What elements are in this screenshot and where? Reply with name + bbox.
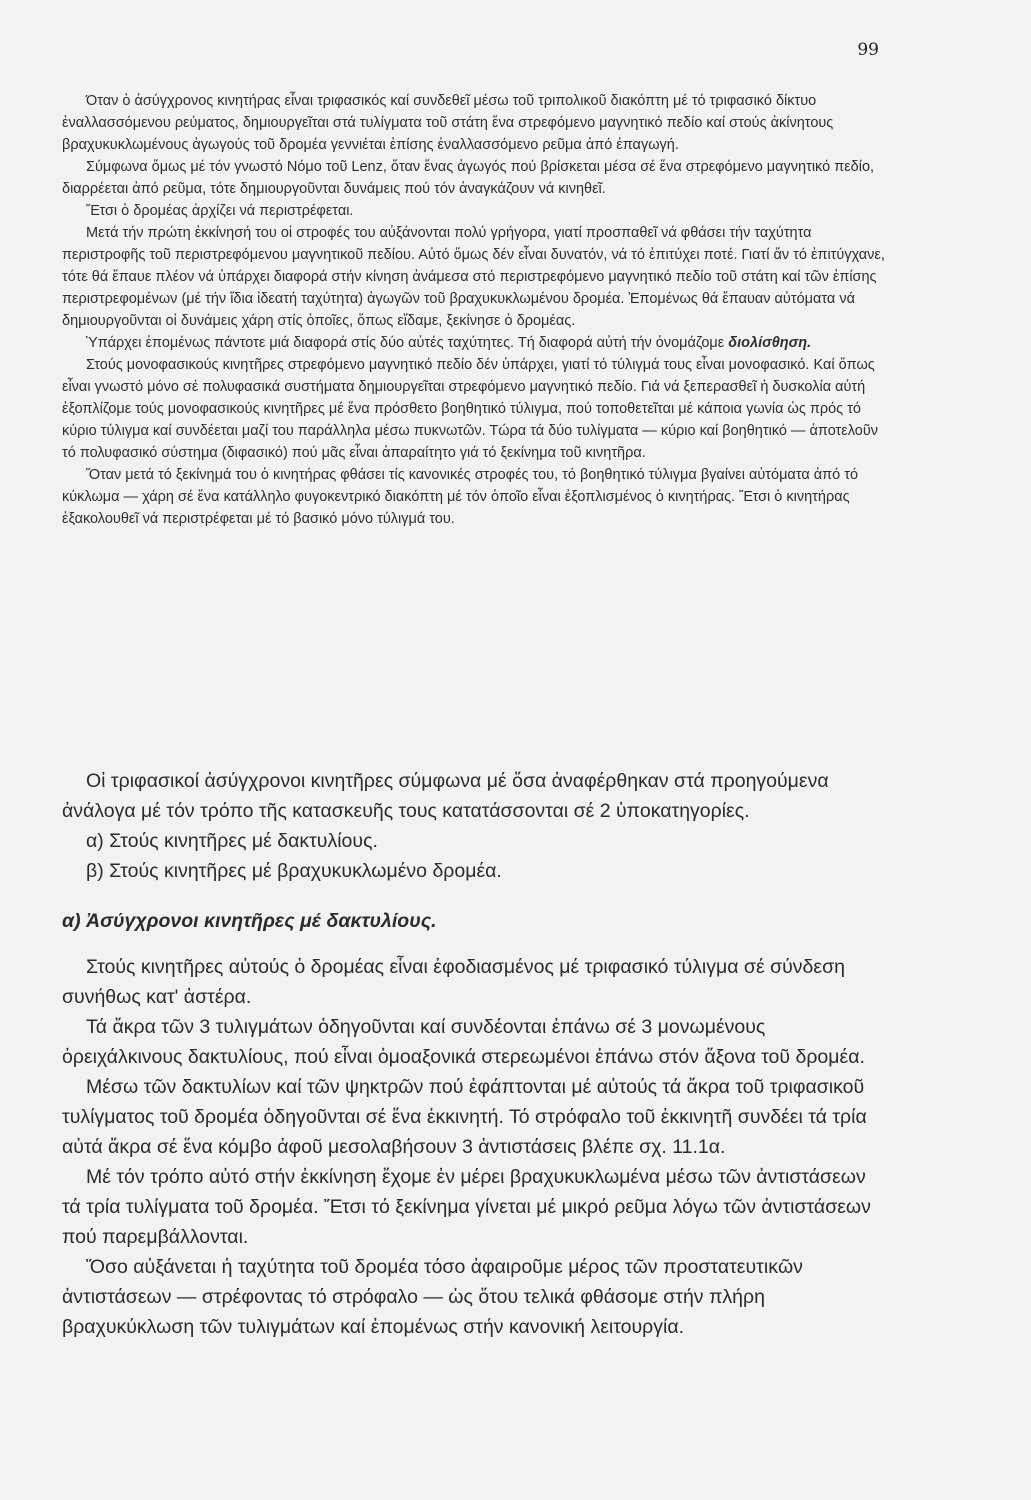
- page-number: 99: [857, 40, 879, 60]
- section-heading: α) Ἀσύγχρονοι κινητῆρες μέ δακτυλίους.: [62, 910, 437, 932]
- list-item: α) Στούς κινητῆρες μέ δακτυλίους.: [86, 830, 378, 852]
- paragraph: Τά ἄκρα τῶν 3 τυλιγμάτων ὁδηγοῦνται καί συνδέονται ἐπάνω σέ 3 μονωμένους ὀρειχάλκινους δακτυλίους, πού εἶναι ὁμοαξονικά στερεωμένοι ἐπάνω στόν ἄξονα τοῦ δρομέα.: [62, 1016, 865, 1068]
- paragraph: Ὅταν μετά τό ξεκίνημά του ὁ κινητήρας φθάσει τίς κανονικές στροφές του, τό βοηθητικό τύλιγμα βγαίνει αὐτόματα ἀπό τό κύκλωμα — χάρη σέ ἕνα κατάλληλο φυγοκεντρικό διακόπτη μέ τόν ὁποῖο εἶναι ἐξοπλισμένος ὁ κινητήρας. Ἔτσι ὁ κινητήρας ἐξακολουθεῖ νά περιστρέφεται μέ τό βασικό μόνο τύλιγμά του.: [62, 467, 859, 527]
- paragraph: Μέ τόν τρόπο αὐτό στήν ἐκκίνηση ἔχομε ἐν μέρει βραχυκυκλωμένα μέσω τῶν ἀντιστάσεων τά τρία τυλίγματα τοῦ δρομέα. Ἔτσι τό ξεκίνημα γίνεται μέ μικρό ρεῦμα λόγω τῶν ἀντιστάσεων πού παρεμβάλλονται.: [62, 1166, 871, 1248]
- paragraph-slip: [62, 332, 886, 354]
- paragraph-text: Ὑπάρχει ἐπομένως πάντοτε μιά διαφορά στίς δύο αὐτές ταχύτητες. Τή διαφορά αὐτή τήν ὀνομάζομε: [86, 335, 725, 351]
- paragraph: Μέσω τῶν δακτυλίων καί τῶν ψηκτρῶν πού ἐφάπτονται μέ αὐτούς τά ἄκρα τοῦ τριφασικοῦ τυλίγματος τοῦ δρομέα ὁδηγοῦνται σέ ἕνα ἐκκινητή. Τό στρόφαλο τοῦ ἐκκινητῆ συνδέει τά τρία αὐτά ἄκρα σέ ἕνα κόμβο ἀφοῦ μεσολαβήσουν 3 ἀντιστάσεις βλέπε σχ. 11.1α.: [62, 1076, 867, 1158]
- paragraph: Μετά τήν πρώτη ἐκκίνησή του οἱ στροφές του αὐξάνονται πολύ γρήγορα, γιατί προσπαθεῖ νά φθάσει τήν ταχύτητα περιστροφῆς τοῦ περιστρεφόμενου μαγνητικοῦ πεδίου. Αὐτό ὅμως δέν εἶναι δυνατόν, νά τό ἐπιτύχει ποτέ. Γιατί ἄν τό ἐπιτύγχανε, τότε θά ἔπαυε πλέον νά ὑπάρχει διαφορά στήν κίνηση ἀνάμεσα στό περιστρεφόμενο μαγνητικό πεδίο τοῦ στάτη καί τῶν ἐπίσης περιστρεφομένων (μέ τήν ἴδια ἰδεατή ταχύτητα) ἀγωγῶν τοῦ βραχυκυκλωμένου δρομέα. Ἐπομένως θά ἔπαυαν αὐτόματα νά δημιουργοῦνται οἱ δυνάμεις χάρη στίς ὁποῖες, ὅπως εἴδαμε, ξεκίνησε ὁ δρομέας.: [62, 225, 885, 329]
- paragraph: Όταν ὁ ἀσύγχρονος κινητήρας εἶναι τριφασικός καί συνδεθεῖ μέσω τοῦ τριπολικοῦ διακόπτη μέ τό τριφασικό δίκτυο ἐναλλασσόμενου ρεύματος, δημιουργεῖται στά τυλίγματα τοῦ στάτη ἕνα στρεφόμενο μαγνητικό πεδίο καί στούς ἀκίνητους βραχυκυκλωμένους ἀγωγούς τοῦ δρομέα γεννιέται ἐπίσης ἐναλλασσόμενο ρεῦμα ἀπό ἐπαγωγή.: [62, 93, 834, 153]
- small-text-section: [62, 90, 886, 530]
- intro-paragraph: Οἱ τριφασικοί ἀσύγχρονοι κινητῆρες σύμφωνα μέ ὅσα ἀναφέρθηκαν στά προηγούμενα ἀνάλογα μέ τόν τρόπο τῆς κατασκευῆς τους κατατάσσονται σέ 2 ὑποκατηγορίες.: [62, 770, 829, 822]
- paragraph: Ἔτσι ὁ δρομέας ἀρχίζει νά περιστρέφεται.: [86, 203, 354, 219]
- paragraph: Στούς μονοφασικούς κινητῆρες στρεφόμενο μαγνητικό πεδίο δέν ὑπάρχει, γιατί τό τύλιγμά τους εἶναι μονοφασικό. Καί ὅπως εἶναι γνωστό μόνο σέ πολυφασικά συστήματα δημιουργεῖται στρεφόμενο μαγνητικό πεδίο. Γιά νά ξεπερασθεῖ ἡ δυσκολία αὐτή ἐξοπλίζομε τούς μονοφασικούς κινητῆρες μέ ἕνα πρόσθετο βοηθητικό τύλιγμα, πού τοποθετεῖται μέ κάποια γωνία ὡς πρός τό κύριο τύλιγμα καί συνδέεται μαζί του παράλληλα μέσω πυκνωτῶν. Τώρα τά δύο τυλίγματα — κύριο καί βοηθητικό — ἀποτελοῦν τό πολυφασικό σύστημα (διφασικό) πού μᾶς εἶναι ἀπαραίτητο γιά τό ξεκίνημα τοῦ κινητῆρα.: [62, 357, 879, 461]
- paragraph: Σύμφωνα ὅμως μέ τόν γνωστό Νόμο τοῦ Lenz, ὅταν ἕνας ἀγωγός πού βρίσκεται μέσα σέ ἕνα στρεφόμενο μαγνητικό πεδίο, διαρρέεται ἀπό ρεῦμα, τότε δημιουργοῦνται δυνάμεις πού τόν ἀναγκάζουν νά κινηθεῖ.: [62, 159, 875, 197]
- paragraph: Στούς κινητῆρες αὐτούς ὁ δρομέας εἶναι ἐφοδιασμένος μέ τριφασικό τύλιγμα σέ σύνδεση συνήθως κατ' ἀστέρα.: [62, 956, 845, 1008]
- large-text-section: [62, 766, 886, 1342]
- paragraph: Ὅσο αὐξάνεται ἡ ταχύτητα τοῦ δρομέα τόσο ἀφαιροῦμε μέρος τῶν προστατευτικῶν ἀντιστάσεων — στρέφοντας τό στρόφαλο — ὡς ὅτου τελικά φθάσομε στήν πλήρη βραχυκύκλωση τῶν τυλιγμάτων καί ἐπομένως στήν κανονική λειτουργία.: [62, 1256, 803, 1338]
- emphasized-term: διολίσθηση.: [728, 335, 812, 351]
- list-item: β) Στούς κινητῆρες μέ βραχυκυκλωμένο δρομέα.: [86, 860, 502, 882]
